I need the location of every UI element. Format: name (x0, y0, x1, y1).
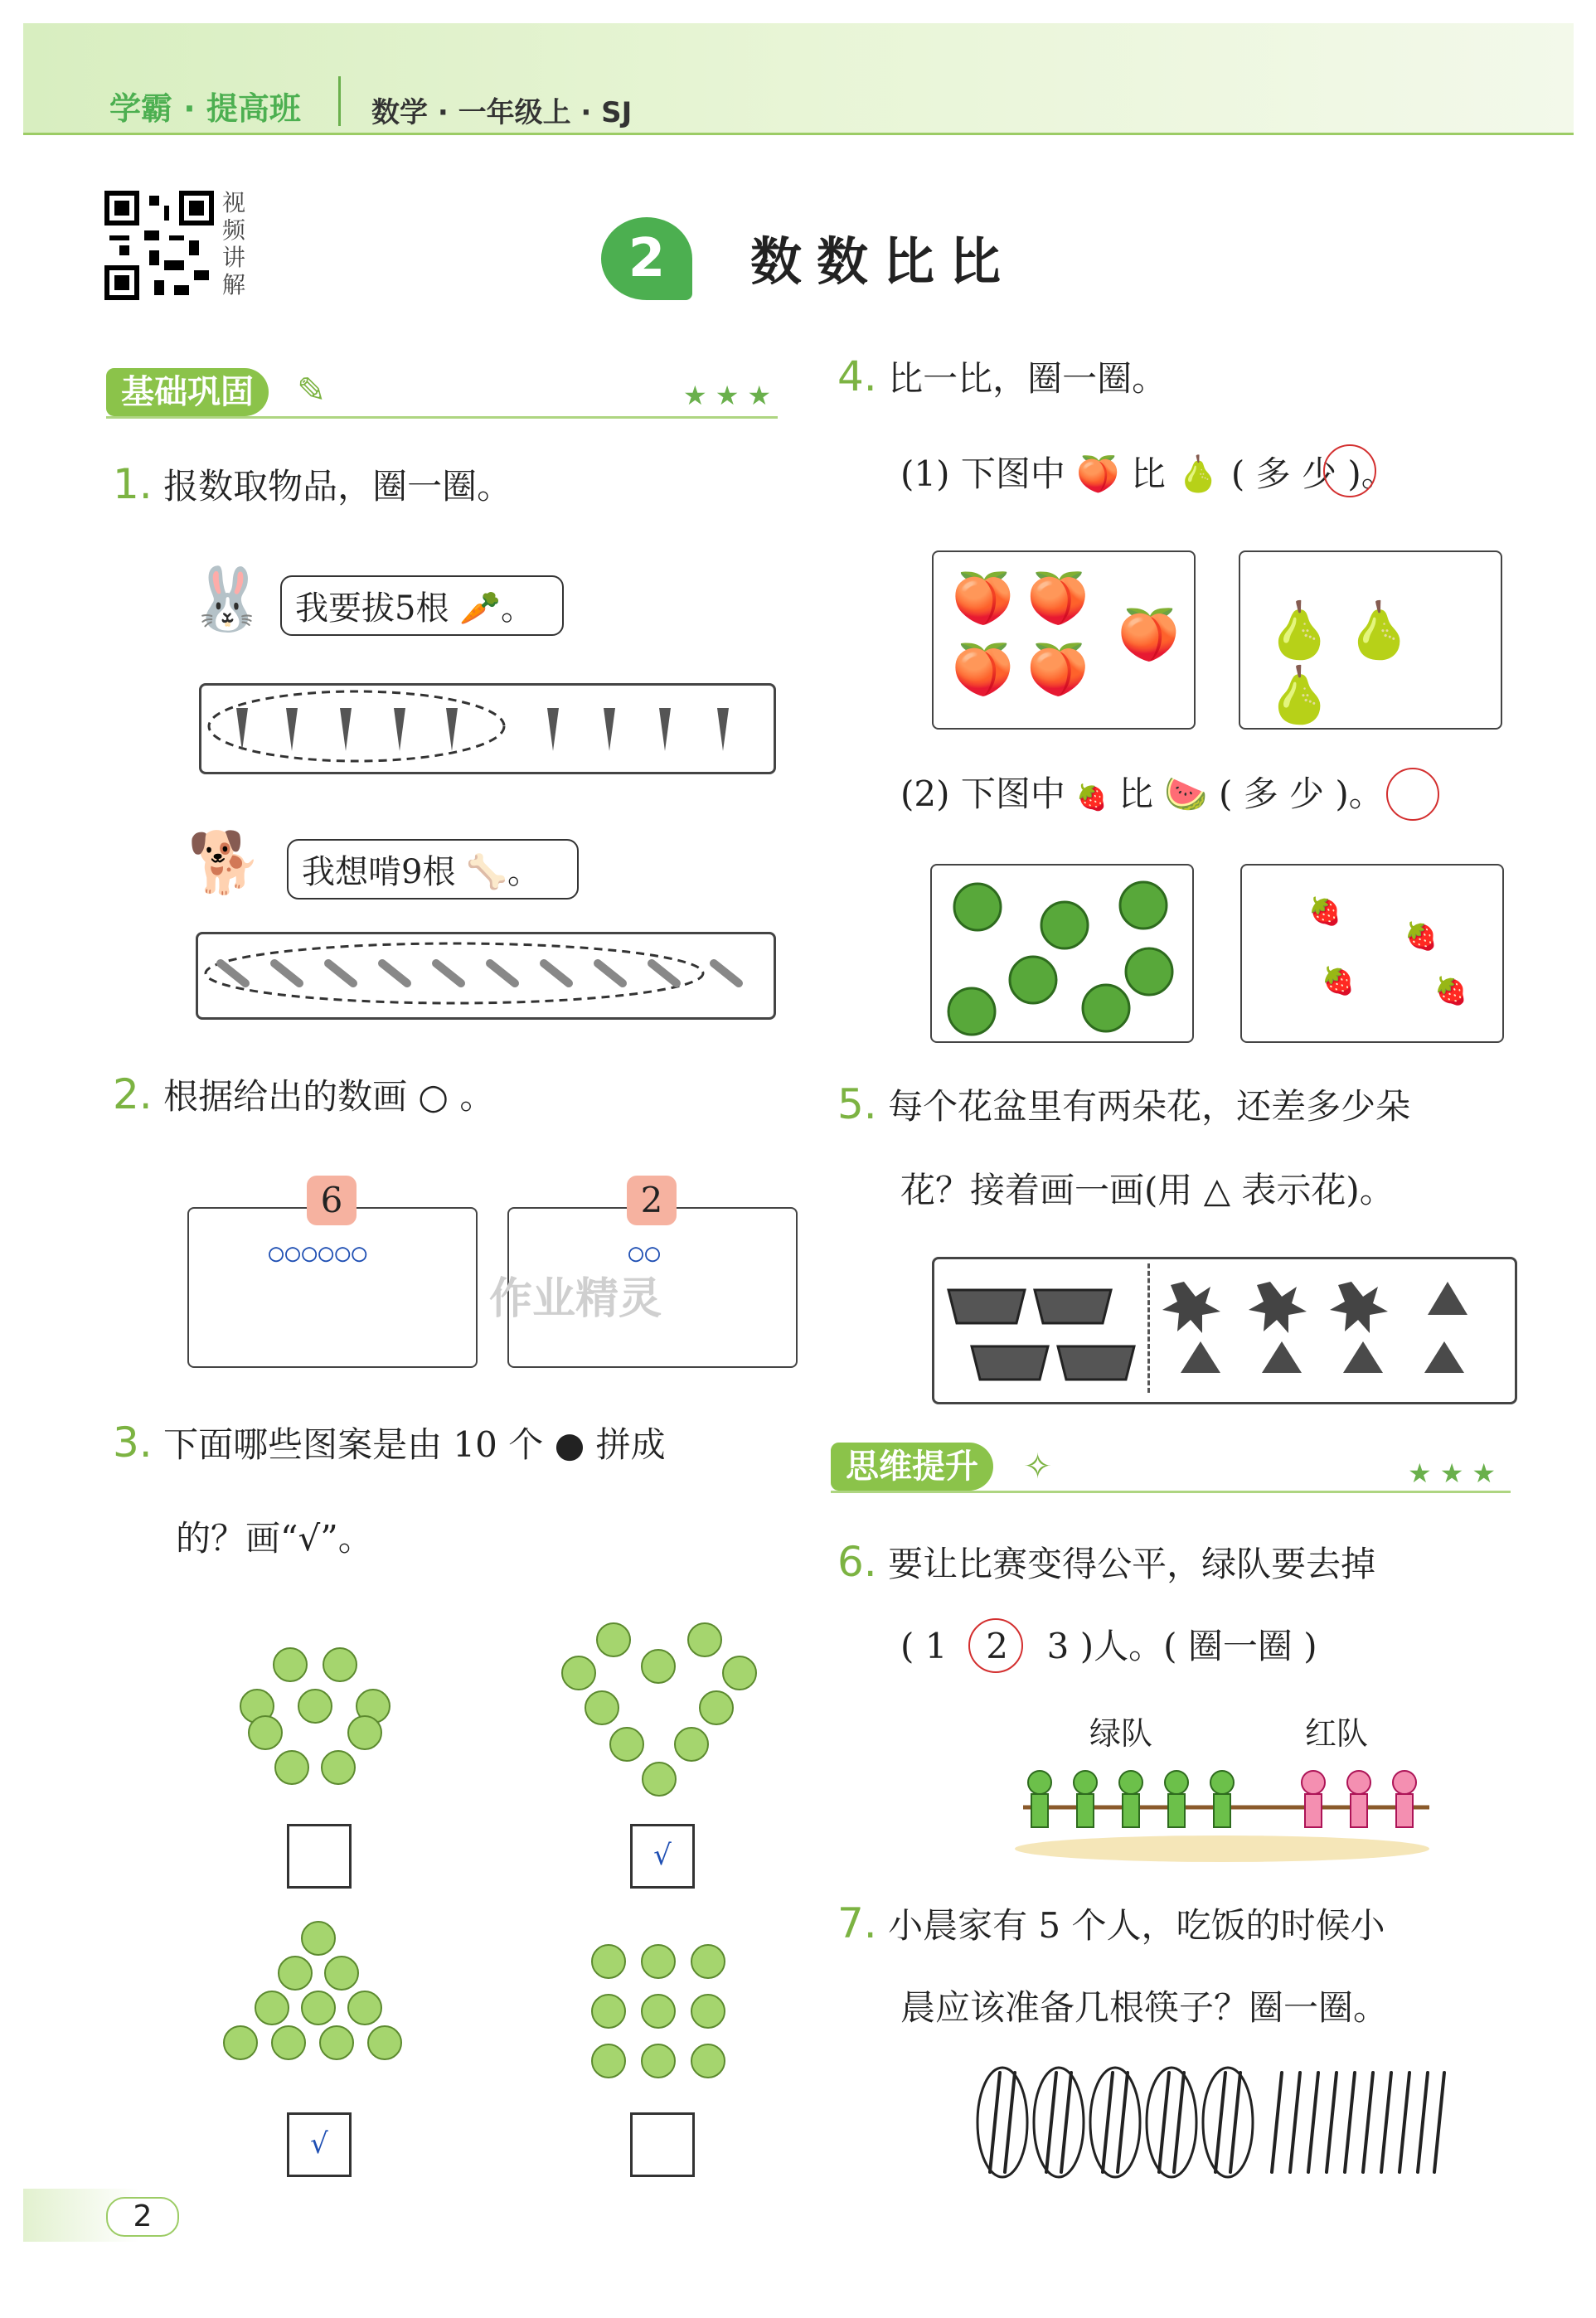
question-3-line2: 的？画“√”。 (176, 1518, 373, 1559)
pattern-flower (232, 1642, 398, 1799)
watermark: 作业精灵 (489, 1274, 662, 1324)
pencil-icon: ✎ (297, 370, 327, 410)
section-tag-basic: 基础巩固 (106, 368, 269, 416)
dog-speech-text: 我想啃9根 (302, 853, 456, 891)
answer-circle (209, 691, 504, 761)
check-box[interactable] (630, 1824, 695, 1889)
peach-group: 🍑🍑 (952, 641, 1103, 699)
question-text: 比一比，圈一圈。 (888, 358, 1167, 399)
part-options: ( 多 少 )。 (1218, 773, 1384, 814)
drawn-circles: ○○○○○○ (269, 1239, 369, 1268)
question-text: 下面哪些图案是由 10 个 ● 拼成 (163, 1424, 666, 1465)
peach-group: 🍑🍑 (952, 570, 1103, 628)
dog-speech-bubble (287, 839, 579, 900)
pear-group: 🍐🍐🍐 (1265, 599, 1425, 727)
qr-code-icon[interactable] (104, 191, 214, 300)
flowerpots-and-flowers (932, 1257, 1512, 1399)
question-5 (837, 1080, 1411, 1128)
answer-circles (977, 2068, 1253, 2177)
option-1[interactable]: 1 (924, 1626, 948, 1666)
part-mid: 比 (1118, 773, 1153, 814)
option-3[interactable]: 3 (1046, 1626, 1070, 1666)
speech-end: 。 (507, 853, 541, 891)
part-options: ( 多 少 )。 (1230, 453, 1396, 494)
number-tag: 6 (307, 1176, 357, 1225)
book-subject: 数学 · 一年级上 · SJ (371, 96, 633, 129)
strawberry: 🍓 (1322, 965, 1355, 997)
green-team-label: 绿队 (1089, 1715, 1153, 1752)
pattern-grid (584, 1940, 733, 2089)
red-team-label: 红队 (1305, 1715, 1369, 1752)
question-number: 1. (113, 460, 153, 508)
question-3 (113, 1418, 666, 1467)
carrot-icon: 🥕 (459, 589, 501, 628)
series-brand: 学霸 · 提高班 (109, 90, 301, 127)
question-number: 2. (113, 1070, 153, 1118)
difficulty-stars: ★★★ (1408, 1457, 1505, 1489)
bone-icon: 🦴 (466, 853, 507, 891)
question-5-line2: 花？接着画一画(用 △ 表示花)。 (900, 1170, 1395, 1210)
part-mid: 比 (1130, 453, 1166, 494)
pear-icon: 🍐 (1176, 453, 1220, 494)
pattern-heart (554, 1615, 769, 1814)
question-number: 5. (837, 1080, 877, 1128)
section-tag-thinking: 思维提升 (831, 1443, 993, 1491)
question-text: 小晨家有 5 个人，吃饭的时候小 (888, 1905, 1385, 1946)
check-mark: √ (310, 2127, 328, 2160)
check-box[interactable] (287, 1824, 352, 1889)
draw-box[interactable] (187, 1207, 478, 1368)
answer-circle (1323, 444, 1376, 497)
chopsticks (965, 2056, 1454, 2189)
options-suffix: )人。( 圈一圈 ) (1079, 1626, 1317, 1666)
check-box[interactable] (630, 2112, 695, 2177)
section-divider (106, 416, 778, 419)
question-6 (837, 1538, 1376, 1586)
rabbit-icon: 🐰 (189, 564, 266, 635)
bone-row (196, 932, 771, 1015)
pattern-triangle (219, 1920, 418, 2102)
question-text: 每个花盆里有两朵花，还差多少朵 (888, 1086, 1411, 1127)
question-number: 7. (837, 1899, 877, 1947)
part-prefix: (2) 下图中 (900, 773, 1065, 814)
question-4-part1 (900, 454, 1396, 494)
sparkle-icon: ✧ (1023, 1446, 1053, 1486)
strawberry-icon: 🍓 (1076, 783, 1108, 812)
question-text: 要让比赛变得公平，绿队要去掉 (888, 1544, 1376, 1584)
answer-circle (1386, 768, 1439, 821)
lesson-number-badge: 2 (601, 217, 692, 300)
header-divider (338, 76, 341, 126)
question-text: 报数取物品，圈一圈。 (163, 466, 512, 507)
page-number: 2 (106, 2197, 179, 2237)
difficulty-stars: ★★★ (683, 380, 780, 411)
page-title: 数数比比 (750, 231, 1016, 292)
watermelon-panel (930, 864, 1194, 1043)
strawberry-panel (1240, 864, 1504, 1043)
rabbit-speech-text: 我要拔5根 (295, 589, 449, 628)
question-4-part2 (900, 774, 1384, 818)
strawberry: 🍓 (1404, 920, 1438, 952)
watermelon-group (932, 866, 1192, 1041)
peach-icon: 🍑 (1076, 453, 1120, 494)
check-box[interactable] (287, 2112, 352, 2177)
check-mark: √ (653, 1839, 672, 1872)
question-6-options (900, 1627, 1317, 1666)
question-number: 4. (837, 352, 877, 400)
section-divider (831, 1491, 1511, 1493)
question-number: 3. (113, 1418, 153, 1467)
dog-icon: 🐕 (187, 827, 262, 897)
question-1 (113, 460, 512, 508)
question-2 (113, 1070, 495, 1118)
peach-single: 🍑 (1118, 606, 1180, 664)
question-number: 6. (837, 1538, 877, 1586)
carrot-row (199, 683, 771, 769)
strawberry: 🍓 (1434, 975, 1467, 1006)
option-2[interactable]: 2 (986, 1626, 1008, 1666)
pear-panel (1239, 550, 1502, 730)
question-text: 根据给出的数画 ○ 。 (163, 1076, 495, 1117)
part-prefix: (1) 下图中 (900, 453, 1065, 494)
peach-panel (932, 550, 1196, 730)
question-7-line2: 晨应该准备几根筷子？圈一圈。 (900, 1987, 1389, 2028)
watermelon-icon: 🍉 (1164, 773, 1208, 814)
tug-of-war-illustration (1007, 1749, 1438, 1865)
drawn-circles: ○○ (628, 1239, 662, 1268)
speech-end: 。 (500, 589, 534, 628)
question-7 (837, 1899, 1385, 1947)
strawberry: 🍓 (1308, 895, 1341, 927)
rabbit-speech-bubble (280, 575, 564, 636)
qr-label: 视频讲解 (222, 189, 246, 298)
question-4 (837, 352, 1167, 400)
answer-circle (968, 1618, 1023, 1673)
number-tag: 2 (627, 1176, 677, 1225)
open-paren: ( (900, 1626, 914, 1666)
